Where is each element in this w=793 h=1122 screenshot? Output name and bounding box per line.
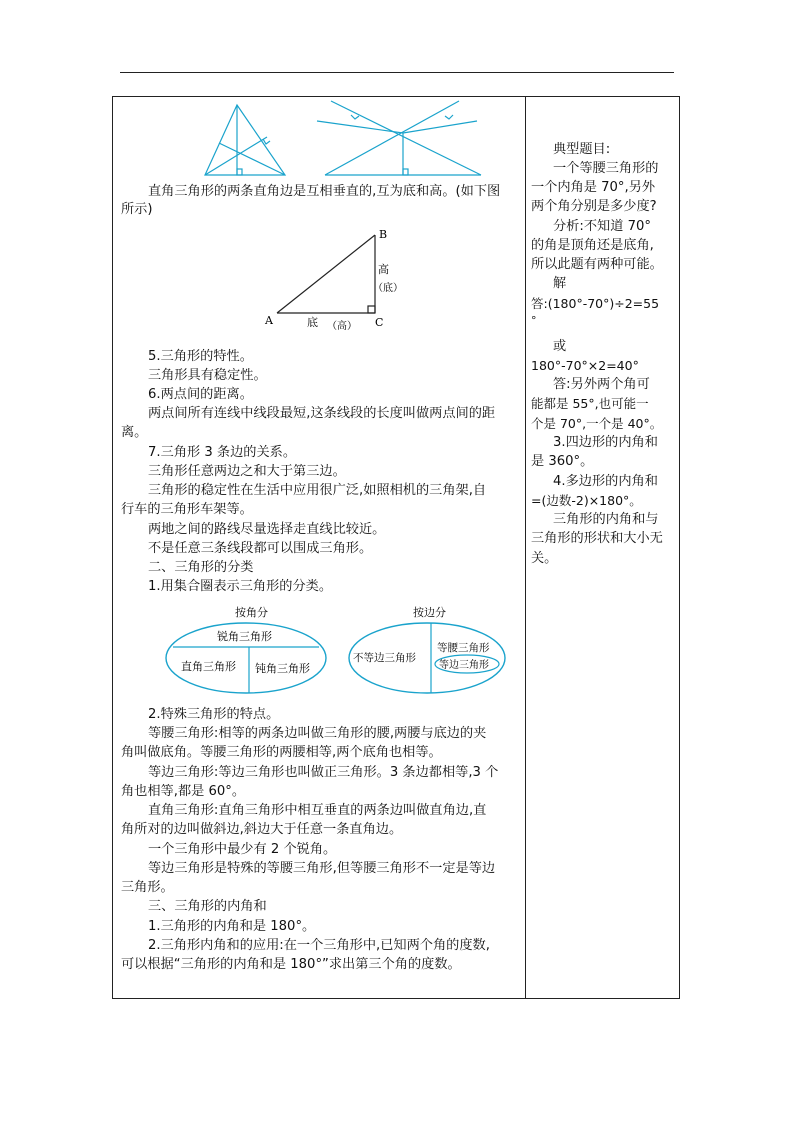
s7-text2a: 三角形的稳定性在生活中应用很广泛,如照相机的三角架,自 [148,483,487,498]
sec2-1: 1.用集合圈表示三角形的分类。 [148,579,333,594]
venn2-left: 不等边三角形 [353,652,416,664]
s6-text-a: 两点间所有连线中线段最短,这条线段的长度叫做两点间的距 [148,406,496,421]
r2: 一个等腰三角形的 [553,161,659,176]
venn-by-angle [163,603,333,699]
venn2-right-top: 等腰三角形 [437,642,490,654]
r8: 解 [553,276,567,291]
s5-text: 三角形具有稳定性。 [148,368,267,383]
s7-text1: 三角形任意两边之和大于第三边。 [148,464,346,479]
special-a: 等边三角形是特殊的等腰三角形,但等腰三角形不一定是等边 [148,861,496,876]
r13: 答:另外两个角可 [553,377,650,392]
label-A: A [265,314,273,327]
sec3-1: 1.三角形的内角和是 180°。 [148,919,316,934]
p1a: 直角三角形的两条直角边是互相垂直的,互为底和高。(如下图 [148,184,501,199]
venn-by-side [341,603,511,699]
column-divider [525,97,526,998]
s7-text3: 两地之间的路线尽量选择走直线比较近。 [148,522,386,537]
sec2-title: 二、三角形的分类 [148,560,254,575]
label-base: 底 [307,316,318,329]
label-height: 高 [378,263,389,276]
r15: 个是 70°,一个是 40°。 [531,416,663,431]
s5-title: 5.三角形的特性。 [148,349,253,364]
special-b: 三角形。 [121,880,174,895]
venn1-top: 锐角三角形 [217,630,272,643]
venn1-left: 直角三角形 [181,660,236,673]
r14: 能都是 55°,也可能一 [531,396,649,411]
r5: 分析:不知道 70° [553,219,651,234]
venn2-title: 按边分 [413,606,446,619]
r16: 3.四边形的内角和 [553,435,658,450]
acute: 一个三角形中最少有 2 个锐角。 [148,842,337,857]
label-B: B [379,228,388,241]
sec3-2b: 可以根据“三角形的内角和是 180°”求出第三个角的度数。 [121,957,461,972]
venn1-title: 按角分 [235,606,268,619]
s7-text4: 不是任意三条线段都可以围成三角形。 [148,541,373,556]
iso-a: 等腰三角形:相等的两条边叫做三角形的腰,两腰与底边的夹 [148,726,487,741]
r19: =(边数-2)×180°。 [531,493,642,508]
rt-b: 角所对的边叫做斜边,斜边大于任意一条直角边。 [121,822,403,837]
r7: 所以此题有两种可能。 [531,257,663,272]
equi-b: 角也相等,都是 60°。 [121,784,246,799]
s7-title: 7.三角形 3 条边的关系。 [148,445,297,460]
r3: 一个内角是 70°,另外 [531,180,656,195]
r17: 是 360°。 [531,454,594,469]
header-rule [120,72,674,73]
label-height-paren: （高） [327,321,357,332]
r9: 答:(180°-70°)÷2=55 [531,296,660,311]
venn1-right: 钝角三角形 [255,662,310,675]
sec3-title: 三、三角形的内角和 [148,899,267,914]
r11: 或 [553,339,567,354]
r10: ° [531,314,537,327]
rt-a: 直角三角形:直角三角形中相互垂直的两条边叫做直角边,直 [148,803,487,818]
p1b: 所示) [121,202,153,217]
r18: 4.多边形的内角和 [553,474,658,489]
triangle-altitudes-figure [197,99,487,179]
r21: 三角形的形状和大小无 [531,531,663,546]
s7-text2b: 行车的三角形车架等。 [121,502,253,517]
iso-b: 角叫做底角。等腰三角形的两腰相等,两个底角也相等。 [121,745,442,760]
sec3-2a: 2.三角形内角和的应用:在一个三角形中,已知两个角的度数, [148,938,490,953]
equi-a: 等边三角形:等边三角形也叫做正三角形。3 条边都相等,3 个 [148,765,499,780]
sec2-2: 2.特殊三角形的特点。 [148,707,280,722]
label-C: C [375,316,384,329]
r22: 关。 [531,551,558,566]
r20: 三角形的内角和与 [553,512,659,527]
s6-text-b: 离。 [121,425,148,440]
s6-title: 6.两点间的距离。 [148,387,253,402]
venn2-right-inner: 等边三角形 [439,660,489,671]
r1: 典型题目: [553,142,611,157]
r12: 180°-70°×2=40° [531,358,639,373]
right-triangle-figure [257,225,403,335]
content-table [112,96,680,999]
r4: 两个角分别是多少度? [531,199,657,214]
r6: 的角是顶角还是底角, [531,238,654,253]
label-base-paren: （底） [373,283,403,294]
